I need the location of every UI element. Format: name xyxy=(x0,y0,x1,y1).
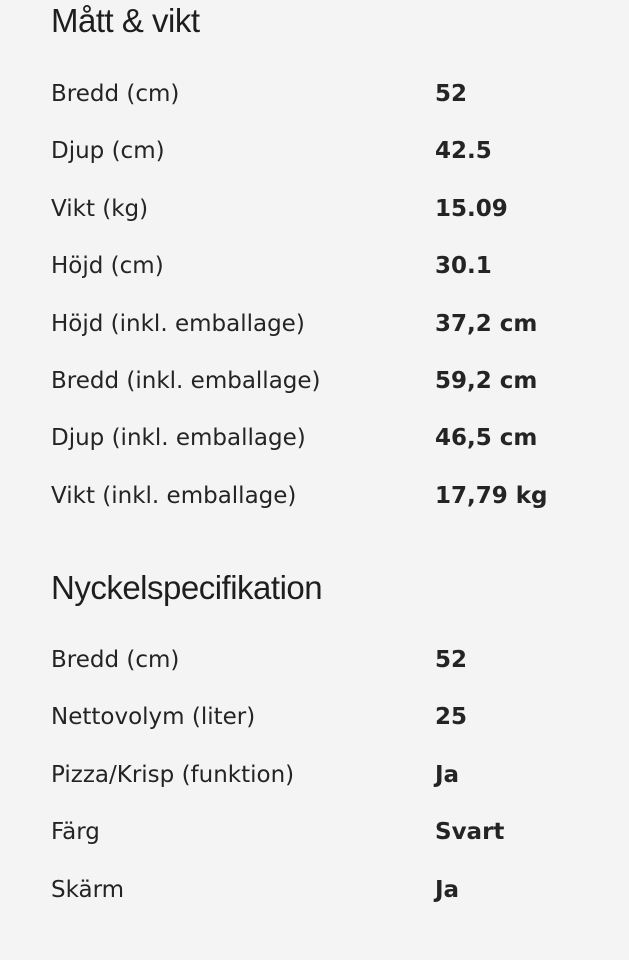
spec-value: 59,2 cm xyxy=(435,367,538,394)
spec-label: Höjd (inkl. emballage) xyxy=(51,310,305,337)
spec-row xyxy=(0,748,629,805)
spec-label: Djup (cm) xyxy=(51,138,165,165)
spec-label: Bredd (cm) xyxy=(51,647,180,673)
spec-row xyxy=(0,805,629,862)
section-title-nyckelspecifikation: Nyckelspecifikation xyxy=(51,569,323,606)
spec-value: 30.1 xyxy=(435,253,492,280)
spec-value: 42.5 xyxy=(435,138,492,165)
spec-label: Bredd (inkl. emballage) xyxy=(51,367,321,394)
spec-row xyxy=(0,124,629,181)
spec-value: 17,79 kg xyxy=(435,482,548,509)
spec-row xyxy=(0,67,629,124)
spec-value: 15.09 xyxy=(435,195,508,222)
section-title-matt-vikt: Mått & vikt xyxy=(51,2,200,39)
spec-label: Vikt (inkl. emballage) xyxy=(51,482,297,509)
spec-list-matt-vikt xyxy=(0,67,629,526)
spec-label: Pizza/Krisp (funktion) xyxy=(51,761,295,788)
spec-label: Höjd (cm) xyxy=(51,253,164,280)
spec-value: 37,2 cm xyxy=(435,310,538,337)
spec-label: Färg xyxy=(51,819,100,846)
spec-row xyxy=(0,239,629,296)
spec-row xyxy=(0,297,629,354)
spec-label: Djup (inkl. emballage) xyxy=(51,425,306,452)
spec-value: 52 xyxy=(435,647,468,673)
spec-row xyxy=(0,411,629,468)
spec-row xyxy=(0,690,629,747)
spec-row xyxy=(0,863,629,920)
spec-list-nyckelspecifikation xyxy=(0,633,629,920)
spec-value: 52 xyxy=(435,81,468,107)
spec-label: Vikt (kg) xyxy=(51,195,149,222)
spec-value: Ja xyxy=(435,876,460,903)
spec-row xyxy=(0,469,629,526)
spec-row xyxy=(0,182,629,239)
spec-row xyxy=(0,633,629,690)
spec-value: 46,5 cm xyxy=(435,425,538,452)
spec-value: Ja xyxy=(435,761,460,788)
spec-label: Nettovolym (liter) xyxy=(51,704,256,731)
spec-value: Svart xyxy=(435,819,505,846)
spec-label: Bredd (cm) xyxy=(51,81,180,107)
spec-row xyxy=(0,354,629,411)
spec-label: Skärm xyxy=(51,876,125,903)
spec-value: 25 xyxy=(435,704,468,731)
